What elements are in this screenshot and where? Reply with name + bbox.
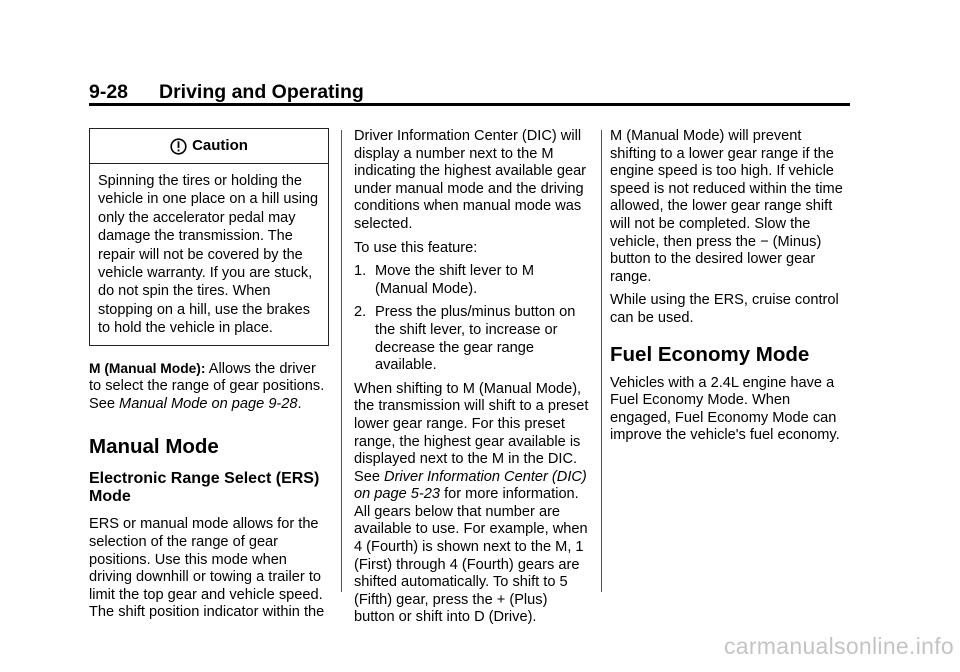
heading-manual-mode: Manual Mode [89,435,219,459]
page-number: 9-28 [89,81,129,103]
caution-title: Caution [192,137,248,155]
shifting-paragraph [354,381,590,627]
dic-paragraph: Driver Information Center (DIC) will display a number next to the M indicating the highest available gear under manual mode and the driving conditions when manual mode was selected. [354,128,587,232]
watermark: carmanualsonline.info [723,633,954,659]
dic-link[interactable]: Driver Information Center (DIC) on page 5-23 [354,468,587,503]
step-number: 1. [354,263,367,280]
caution-header [90,129,328,164]
list-item [354,304,590,374]
steps-list [354,263,590,375]
manual-mode-text: Allows the driver to select the range of gear positions. See [89,360,325,412]
column-3 [610,128,850,451]
manual-mode-prevent-paragraph: M (Manual Mode) will prevent shifting to a lower gear range if the engine speed is too high. If vehicle speed is not reduced within the time allowed, the lower gear range shift will not be completed. Slow the vehicle, then press the − (Minus) button to the desired lower gear range. [610,128,843,285]
fuel-economy-paragraph: Vehicles with a 2.4L engine have a Fuel Economy Mode. When engaged, Fuel Economy Mode can improve the vehicle's fuel economy. [610,374,840,444]
heading-fuel-economy-mode: Fuel Economy Mode [610,342,810,366]
shifting-text-b: for more information. All gears below that number are available to use. For example, when 4 (Fourth) is shown next to the M, 1 (First) through 4 (Fourth) gears are shifted automatically. To shift to 5 (Fifth) gear, press the + (Plus) button or shift into D (Drive). [354,486,588,626]
caution-body: Spinning the tires or holding the vehicle in one place on a hill using only the accelerator pedal may damage the transmission. The repair will not be covered by the vehicle warranty. If you are stuck, do not spin the tires. When stopping on a hill, use the brakes to hold the vehicle in place. [98,173,319,337]
column-divider-2 [601,130,602,592]
subheading-ers-mode: Electronic Range Select (ERS) Mode [89,470,320,506]
cruise-control-paragraph: While using the ERS, cruise control can be used. [610,292,839,326]
list-item [354,263,590,298]
column-2 [354,128,590,633]
caution-box [89,128,329,346]
step-number: 2. [354,304,367,321]
caution-icon [170,138,187,155]
ers-paragraph: ERS or manual mode allows for the selection of the range of gear positions. Use this mode when driving downhill or towing a trailer to limit the top gear and vehicle speed. The shift position indicator within the [89,516,325,621]
manual-mode-term: M (Manual Mode): [89,360,206,376]
step-text: Move the shift lever to M (Manual Mode). [375,263,534,297]
manual-mode-end: . [297,395,302,412]
step-text: Press the plus/minus button on the shift lever, to increase or decrease the gear range available. [375,304,576,374]
manual-mode-link[interactable]: Manual Mode on page 9-28 [119,395,298,412]
feature-intro: To use this feature: [354,239,478,256]
section-title: Driving and Operating [159,81,364,103]
column-divider-1 [341,130,342,592]
page-header [89,80,850,106]
column-1 [89,128,329,628]
manual-mode-definition [89,360,329,414]
shifting-text-a: When shifting to M (Manual Mode), the transmission will shift to a preset lower gear range. For this preset range, the highest gear available is displayed next to the M in the DIC. See [354,380,589,485]
